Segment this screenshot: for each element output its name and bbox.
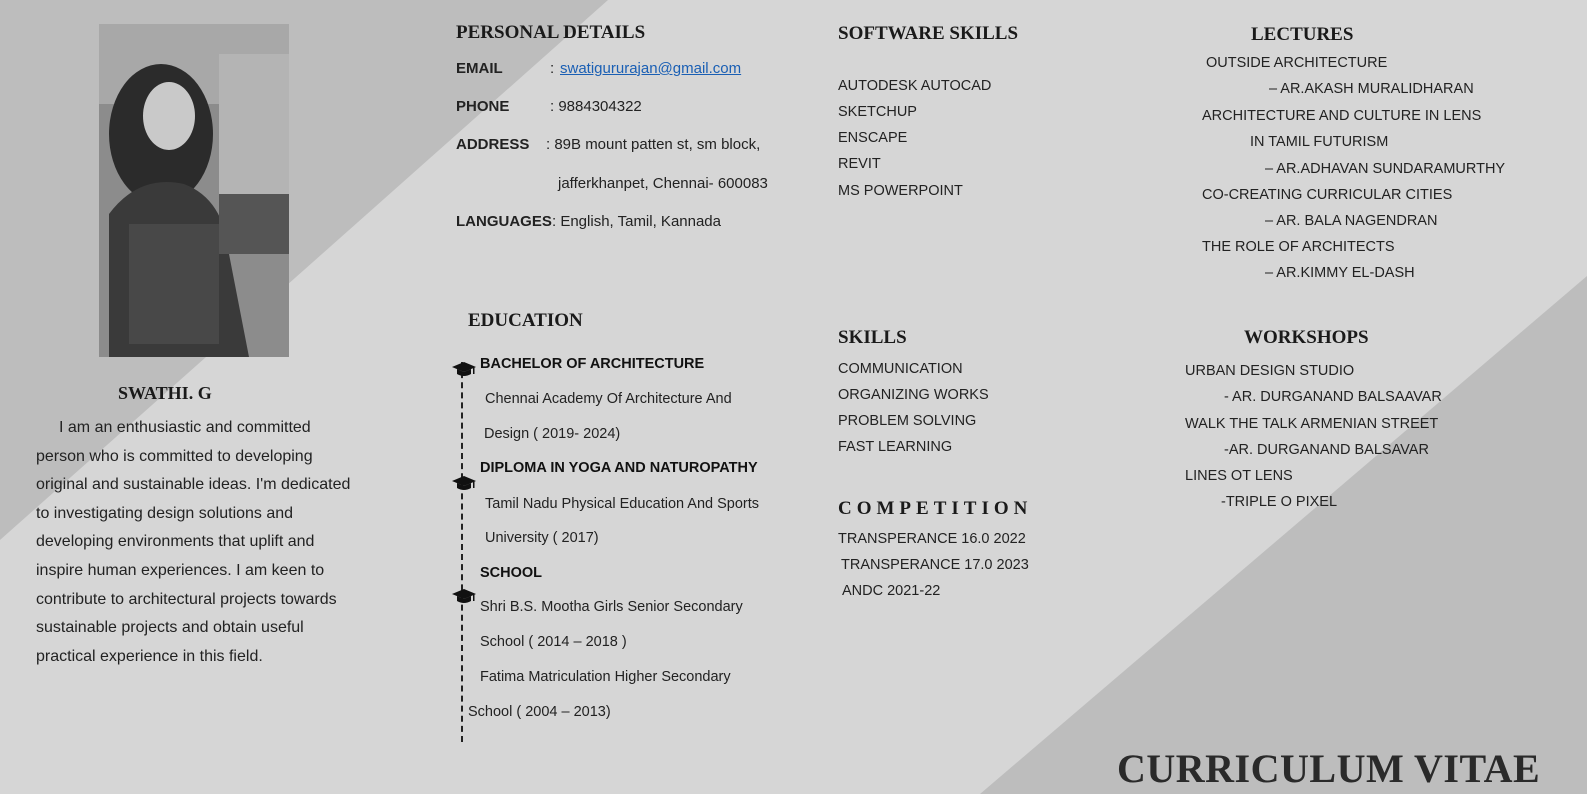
workshop-title: WALK THE TALK ARMENIAN STREET bbox=[1185, 416, 1439, 432]
software-item: SKETCHUP bbox=[838, 104, 917, 120]
workshop-title: URBAN DESIGN STUDIO bbox=[1185, 363, 1355, 379]
lecture-speaker: – AR. BALA NAGENDRAN bbox=[1265, 213, 1438, 229]
address-label: ADDRESS bbox=[456, 136, 530, 153]
graduation-cap-icon bbox=[452, 588, 476, 606]
competition-item: ANDC 2021-22 bbox=[842, 583, 941, 599]
email-label: EMAIL bbox=[456, 60, 503, 77]
workshop-speaker: -AR. DURGANAND BALSAVAR bbox=[1224, 442, 1429, 458]
lecture-speaker: – AR.ADHAVAN SUNDARAMURTHY bbox=[1265, 161, 1506, 177]
address-line-2: jafferkhanpet, Chennai- 600083 bbox=[558, 175, 768, 192]
education-title: SCHOOL bbox=[480, 565, 543, 581]
bio-line: I am an enthusiastic and committed bbox=[59, 419, 311, 436]
software-item: REVIT bbox=[838, 156, 881, 172]
education-detail: Tamil Nadu Physical Education And Sports bbox=[485, 496, 760, 512]
personal-details-heading: PERSONAL DETAILS bbox=[456, 22, 646, 43]
skill-item: FAST LEARNING bbox=[838, 439, 953, 455]
profile-photo bbox=[99, 24, 289, 357]
lecture-title: CO-CREATING CURRICULAR CITIES bbox=[1202, 187, 1453, 203]
education-title: BACHELOR OF ARCHITECTURE bbox=[480, 356, 705, 372]
education-detail: School ( 2004 – 2013) bbox=[468, 704, 611, 720]
education-title: DIPLOMA IN YOGA AND NATUROPATHY bbox=[480, 460, 758, 476]
bio-line: sustainable projects and obtain useful bbox=[36, 619, 304, 637]
graduation-cap-icon bbox=[452, 475, 476, 493]
software-item: ENSCAPE bbox=[838, 130, 908, 146]
lecture-speaker: – AR.AKASH MURALIDHARAN bbox=[1269, 81, 1474, 97]
workshops-heading: WORKSHOPS bbox=[1244, 327, 1369, 348]
lecture-title: THE ROLE OF ARCHITECTS bbox=[1202, 239, 1395, 255]
workshop-speaker: -TRIPLE O PIXEL bbox=[1221, 494, 1338, 510]
competition-item: TRANSPERANCE 16.0 2022 bbox=[838, 531, 1026, 547]
phone-label: PHONE bbox=[456, 98, 510, 115]
languages-value: : English, Tamil, Kannada bbox=[552, 213, 721, 230]
bio-line: practical experience in this field. bbox=[36, 647, 263, 665]
workshop-speaker: - AR. DURGANAND BALSAAVAR bbox=[1224, 389, 1442, 405]
software-item: AUTODESK AUTOCAD bbox=[838, 78, 992, 94]
bio-paragraph bbox=[36, 414, 386, 671]
bio-line: inspire human experiences. I am keen to bbox=[36, 561, 325, 579]
skills-heading: SKILLS bbox=[838, 327, 907, 348]
education-detail: University ( 2017) bbox=[485, 530, 599, 546]
education-detail: Shri B.S. Mootha Girls Senior Secondary bbox=[480, 599, 743, 615]
skill-item: COMMUNICATION bbox=[838, 361, 963, 377]
candidate-name: SWATHI. G bbox=[118, 383, 212, 403]
lectures-heading: LECTURES bbox=[1251, 24, 1354, 45]
address-line-1: : 89B mount patten st, sm block, bbox=[546, 136, 761, 153]
bio-line: contribute to architectural projects towards bbox=[36, 590, 337, 608]
competition-heading: COMPETITION bbox=[838, 498, 1033, 519]
email-link[interactable]: swatigururajan@gmail.com bbox=[560, 60, 742, 77]
bio-line: to investigating design solutions and bbox=[36, 504, 294, 522]
education-detail: Design ( 2019- 2024) bbox=[484, 426, 621, 442]
curriculum-vitae-title: CURRICULUM VITAE bbox=[1117, 746, 1541, 791]
software-item: MS POWERPOINT bbox=[838, 183, 963, 199]
education-heading: EDUCATION bbox=[468, 310, 583, 331]
skill-item: PROBLEM SOLVING bbox=[838, 413, 977, 429]
workshop-title: LINES OT LENS bbox=[1185, 468, 1293, 484]
languages-label: LANGUAGES bbox=[456, 213, 552, 230]
lecture-title: ARCHITECTURE AND CULTURE IN LENS bbox=[1202, 108, 1482, 124]
phone-value: : 9884304322 bbox=[550, 98, 642, 115]
education-detail: School ( 2014 – 2018 ) bbox=[480, 634, 627, 650]
skill-item: ORGANIZING WORKS bbox=[838, 387, 989, 403]
software-skills-heading: SOFTWARE SKILLS bbox=[838, 23, 1019, 44]
lecture-title: OUTSIDE ARCHITECTURE bbox=[1206, 55, 1388, 71]
lecture-title: IN TAMIL FUTURISM bbox=[1250, 134, 1389, 150]
bio-line: developing environments that uplift and bbox=[36, 533, 315, 551]
education-detail: Fatima Matriculation Higher Secondary bbox=[480, 669, 731, 685]
bio-line: original and sustainable ideas. I'm dedicated bbox=[36, 476, 351, 494]
lecture-speaker: – AR.KIMMY EL-DASH bbox=[1265, 265, 1415, 281]
education-timeline bbox=[461, 362, 463, 742]
graduation-cap-icon bbox=[452, 361, 476, 379]
education-detail: Chennai Academy Of Architecture And bbox=[485, 391, 732, 407]
email-separator: : bbox=[550, 60, 555, 77]
bio-line: person who is committed to developing bbox=[36, 447, 313, 465]
competition-item: TRANSPERANCE 17.0 2023 bbox=[841, 557, 1029, 573]
